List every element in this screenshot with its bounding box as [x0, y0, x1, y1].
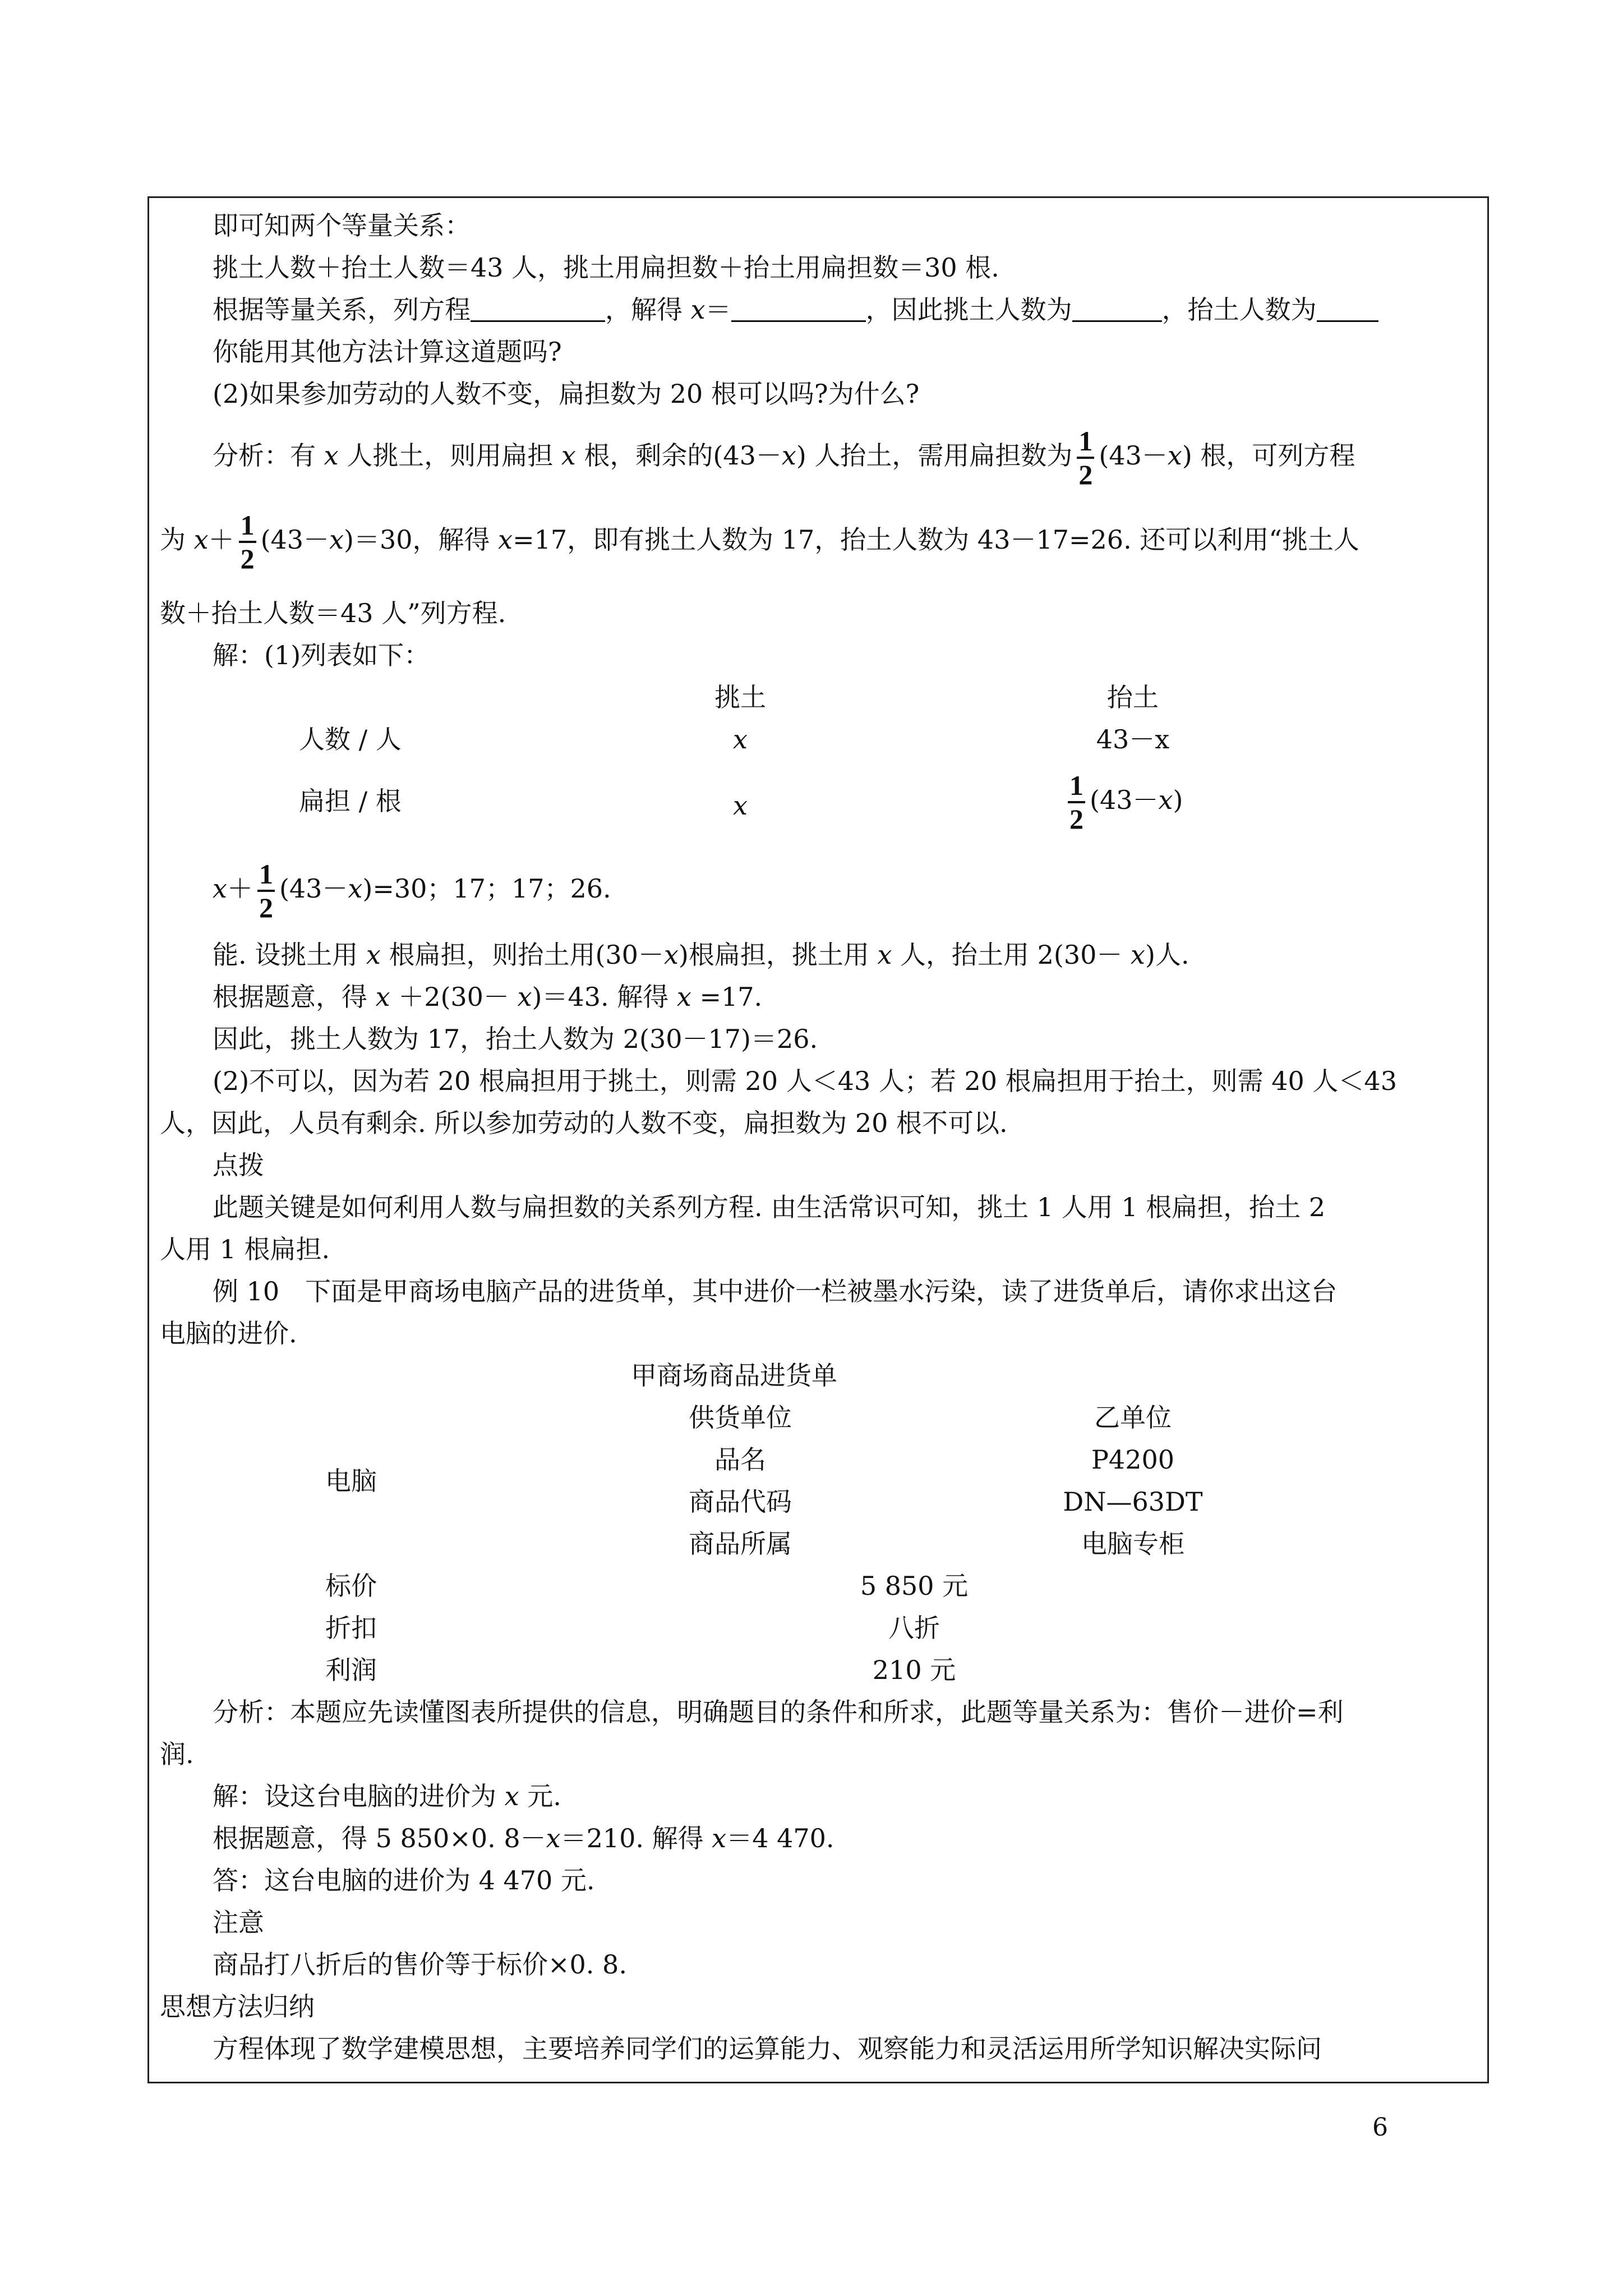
text-line: 此题关键是如何利用人数与扁担数的关系列方程. 由生活常识可知，挑土 1 人用 1 根扁担，抬土 2 — [213, 1192, 1326, 1222]
table-row-label: 电脑 — [325, 1466, 377, 1496]
text-line: 你能用其他方法计算这道题吗? — [213, 337, 562, 367]
table-header: 抬土 — [1107, 682, 1159, 712]
section-heading: 注意 — [213, 1907, 264, 1938]
text-line: 商品打八折后的售价等于标价×0. 8. — [213, 1949, 627, 1980]
table-cell: 5 850 元 — [860, 1571, 969, 1601]
blank-equation[interactable] — [471, 296, 605, 322]
table-cell: x — [733, 790, 748, 821]
table-cell: 品名 — [714, 1444, 766, 1475]
fraction-half: $\frac{1}{2}$ — [257, 858, 275, 923]
table-cell: $\frac{1}{2}$ (43－x) — [1063, 764, 1183, 836]
text-line: 解：设这台电脑的进价为 x 元. — [213, 1781, 561, 1811]
text-line: 人，因此，人员有剩余. 所以参加劳动的人数不变，扁担数为 20 根不可以. — [160, 1108, 1008, 1138]
analysis-line: 分析：有 x 人挑土，则用扁担 x 根，剩余的(43－x) 人抬土，需用扁担数为 $\frac{1}{2}$ (43－x) 根，可列方程 — [213, 425, 1355, 490]
table-cell: 供货单位 — [689, 1402, 792, 1433]
table-cell: 八折 — [888, 1613, 940, 1643]
text-line: 根据题意，得 x ＋2(30－ x)＝43. 解得 x =17. — [213, 982, 763, 1012]
text-line: 数＋抬土人数＝43 人”列方程. — [160, 598, 506, 628]
table-row-label: 标价 — [325, 1571, 377, 1601]
table-row-label: 扁担 / 根 — [299, 786, 402, 816]
section-heading: 点拨 — [213, 1150, 264, 1180]
table-cell: 电脑专柜 — [1081, 1529, 1184, 1559]
text-line: 答：这台电脑的进价为 4 470 元. — [213, 1865, 595, 1895]
table-cell: 商品代码 — [689, 1487, 792, 1517]
text-line: 方程体现了数学建模思想，主要培养同学们的运算能力、观察能力和灵活运用所学知识解决实际问 — [213, 2033, 1322, 2064]
table-cell: 43－x — [1096, 724, 1170, 754]
text-line: 润. — [160, 1739, 194, 1769]
text-line: 分析：本题应先读懂图表所提供的信息，明确题目的条件和所求，此题等量关系为：售价－进价=利 — [213, 1697, 1344, 1727]
blank-carry-count[interactable] — [1072, 296, 1162, 322]
text-line: 挑土人数＋抬土人数＝43 人，挑土用扁担数＋抬土用扁担数＝30 根. — [213, 252, 999, 283]
text-line: (2)如果参加劳动的人数不变，扁担数为 20 根可以吗?为什么? — [213, 379, 920, 409]
text-line: 能. 设挑土用 x 根扁担，则抬土用(30－x)根扁担，挑土用 x 人，抬土用 2(30－ x)人. — [213, 940, 1189, 970]
table-row-label: 利润 — [325, 1655, 377, 1685]
text-line: 即可知两个等量关系： — [213, 210, 471, 241]
analysis-line: 为 x＋ $\frac{1}{2}$ (43－x)＝30，解得 x=17，即有挑土人数为 17，抬土人数为 43－17=26. 还可以利用“挑土人 — [160, 509, 1359, 574]
table-cell: x — [733, 724, 748, 754]
text-line: 电脑的进价. — [160, 1318, 297, 1349]
text-line: 解：(1)列表如下： — [213, 640, 430, 670]
text-line: 因此，挑土人数为 17，抬土人数为 2(30－17)＝26. — [213, 1024, 818, 1054]
table-title: 甲商场商品进货单 — [631, 1360, 837, 1391]
table-header: 挑土 — [714, 682, 766, 712]
table-row-label: 人数 / 人 — [299, 724, 402, 754]
table-cell: DN—63DT — [1063, 1487, 1203, 1517]
text-line: (2)不可以，因为若 20 根扁担用于挑土，则需 20 人＜43 人；若 20 根扁担用于抬土，则需 40 人＜43 — [213, 1066, 1397, 1096]
fraction-half: $\frac{1}{2}$ — [1077, 425, 1094, 490]
blank-lift-count[interactable] — [1317, 296, 1378, 322]
table-row-label: 折扣 — [325, 1613, 377, 1643]
text-line: 例 10 下面是甲商场电脑产品的进货单，其中进价一栏被墨水污染，读了进货单后，请你求出这台 — [213, 1276, 1338, 1306]
text-line: 人用 1 根扁担. — [160, 1234, 330, 1264]
answer-line: x＋ $\frac{1}{2}$ (43－x)=30；17；17；26. — [213, 858, 611, 923]
fraction-half: $\frac{1}{2}$ — [1068, 770, 1085, 835]
text-line: 根据题意，得 5 850×0. 8－x＝210. 解得 x＝4 470. — [213, 1823, 834, 1853]
fill-in-line: 根据等量关系，列方程 ，解得 x＝ ，因此挑土人数为 ，抬土人数为 — [213, 293, 1378, 326]
table-cell: 210 元 — [872, 1655, 956, 1685]
fraction-half: $\frac{1}{2}$ — [239, 509, 256, 574]
table-cell: 乙单位 — [1094, 1402, 1172, 1433]
page-number: 6 — [1372, 2113, 1388, 2142]
table-cell: P4200 — [1091, 1444, 1175, 1475]
blank-x-value[interactable] — [731, 296, 866, 322]
table-cell: 商品所属 — [689, 1529, 792, 1559]
section-heading: 思想方法归纳 — [160, 1991, 315, 2022]
